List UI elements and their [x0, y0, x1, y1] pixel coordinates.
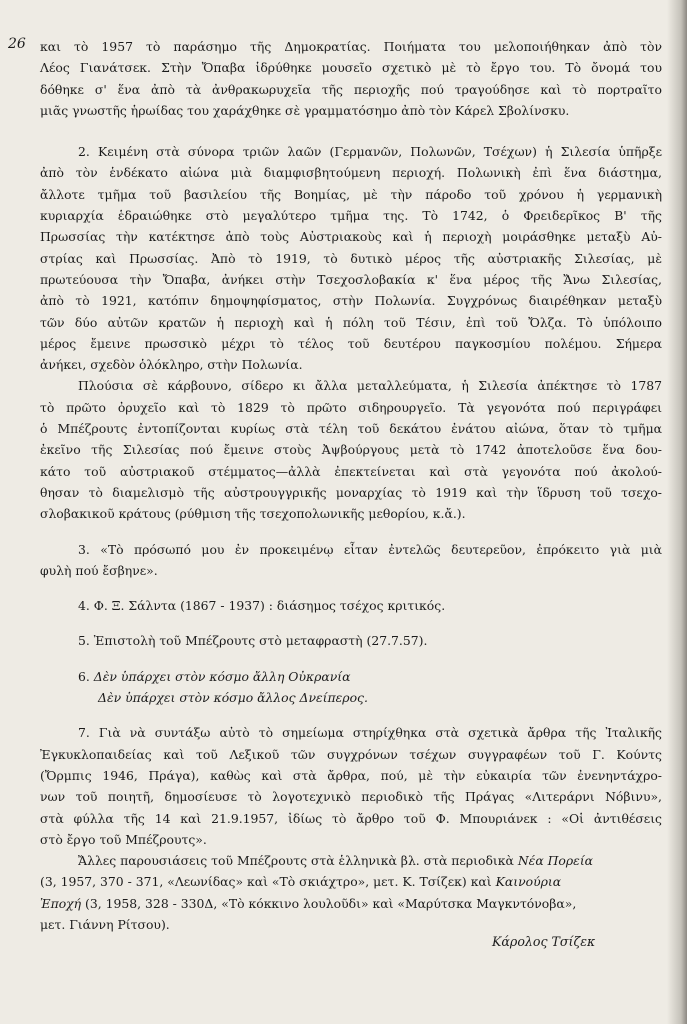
text-segment: (3, 1957, 370 - 371, «Λεωνίδας» καὶ «Τὸ σκιάχτρο», μετ. Κ. Τσίζεκ) καὶ [40, 874, 496, 890]
text-line: 2. Κειμένη στὰ σύνορα τριῶν λαῶν (Γερμανῶν, Πολωνῶν, Τσέχων) ἡ Σιλεσία ὑπῆρξε [78, 144, 662, 160]
note-number: 6. [78, 668, 90, 684]
periodical-title: Νέα Πορεία [517, 853, 594, 869]
text-line [40, 687, 662, 708]
verse-line: Δὲν ὑπάρχει στὸν κόσμο ἄλλος Δνείπερος. [98, 690, 368, 706]
text-line: ἄλλοτε τμῆμα τοῦ βασιλείου τῆς Βοημίας, μὲ τὴν πάροδο τοῦ χρόνου ἡ γερμανικὴ [40, 186, 662, 202]
notes-body [40, 36, 662, 935]
text-line: δόθηκε σ' ἕνα ἀπὸ τὰ ἀνθρακωρυχεῖα τῆς περιοχῆς πού τραγούδησε καὶ τὸ πορτραῖτο [40, 81, 662, 97]
author-signature: Κάρολος Τσίζεκ [492, 934, 596, 949]
text-line: κυριαρχία ἑδραιώθηκε στὸ μεγαλύτερο τμῆμα της. Τὸ 1742, ὁ Φρειδερῖκος Β' τῆς [40, 208, 662, 224]
note-4 [40, 595, 662, 616]
text-line: νων τοῦ ποιητῆ, δημοσίευσε τὸ λογοτεχνικὸ περιοδικὸ τῆς Πράγας «Λιτεράρνι Νόβινυ», [40, 789, 662, 805]
text-line: στὸ ἔργο τοῦ Μπέζρουτς». [40, 831, 207, 847]
text-line [40, 850, 662, 871]
text-line: 3. «Τὸ πρόσωπό μου ἐν προκειμένῳ εἶταν ἐντελῶς δευτερεῦον, ἐπρόκειτο γιὰ μιὰ [78, 541, 662, 557]
text-segment: Ἄλλες παρουσιάσεις τοῦ Μπέζρουτς στὰ ἑλληνικὰ βλ. στὰ περιοδικὰ [78, 853, 518, 869]
text-segment: (3, 1958, 328 - 330Δ, «Τὸ κόκκινο λουλοῦδι» καὶ «Μαρύτσκα Μαγκντόνοβα», [81, 895, 577, 911]
text-line [40, 871, 662, 892]
text-line: ἀπὸ τὸ 1921, κατόπιν δημοψηφίσματος, στὴν Πολωνία. Συγχρόνως διαιρέθηκαν μεταξὺ [40, 293, 662, 309]
text-line: ἐκεῖνο τῆς Σιλεσίας πού ἔμεινε στοὺς Ἀψβούργους μετὰ τὸ 1742 ἀποτελοῦσε ἕνα δου- [40, 442, 662, 458]
text-line: πρωτεύουσα τὴν Ὄπαβα, ἀνήκει στὴν Τσεχοσλοβακία κ' ἕνα μέρος τῆς Ἄνω Σιλεσίας, [40, 271, 662, 287]
text-line: μετ. Γιάννη Ρίτσου). [40, 916, 170, 932]
text-line: σλοβακικοῦ κράτους (ρύθμιση τῆς τσεχοπολωνικῆς μεθορίου, κ.ἄ.). [40, 506, 466, 522]
text-line: ἀπὸ τὸν ἑνδέκατο αἰώνα μιὰ διαμφισβητούμενη περιοχή. Πολωνικὴ ἐπὶ ἕνα διάστημα, [40, 165, 662, 181]
periodical-title: Ἐποχή [40, 895, 82, 911]
text-line: Λέος Γιανάτσεκ. Στὴν Ὄπαβα ἱδρύθηκε μουσεῖο σχετικὸ μὲ τὸ ἔργο του. Τὸ ὄνομά του [40, 60, 662, 76]
page-edge-shadow [667, 0, 687, 1024]
text-line: Πρωσσίας τὴν κατέκτησε ἀπὸ τοὺς Αὐστριακοὺς καὶ ἡ περιοχὴ μοιράσθηκε μεταξὺ Αὐ- [40, 229, 662, 245]
text-line: μέρος ἔμεινε πρωσσικὸ μέχρι τὸ τέλος τοῦ δευτέρου παγκοσμίου πολέμου. Σήμερα [40, 335, 662, 351]
periodical-title: Καινούρια [495, 874, 562, 890]
text-line: Πλούσια σὲ κάρβουνο, σίδερο κι ἄλλα μεταλλεύματα, ἡ Σιλεσία ἀπέκτησε τὸ 1787 [78, 378, 662, 394]
text-line: 4. Φ. Ξ. Σάλντα (1867 - 1937) : διάσημος τσέχος κριτικός. [78, 598, 446, 614]
text-line: ἀνήκει, σχεδὸν ὁλόκληρο, στὴν Πολωνία. [40, 357, 303, 373]
note-2 [40, 141, 662, 524]
text-line: Ἐγκυκλοπαιδείας καὶ τοῦ Λεξικοῦ τῶν συγχρόνων τσέχων συγγραφέων τοῦ Γ. Κούντς [40, 746, 662, 762]
note-7 [40, 722, 662, 935]
text-line [40, 666, 662, 687]
text-line: κάτο τοῦ αὐστριακοῦ στέμματος—ἀλλὰ ἐπεκτείνεται καὶ στὰ γεγονότα πού ἀκολού- [40, 463, 662, 479]
text-line: τῶν δύο αὐτῶν κρατῶν ἡ περιοχὴ καὶ ἡ πόλη τοῦ Τέσιν, ἐπὶ τοῦ Ὄλζα. Τὸ ὑπόλοιπο [40, 314, 662, 330]
text-line: 5. Ἐπιστολὴ τοῦ Μπέζρουτς στὸ μεταφραστὴ (27.7.57). [78, 633, 428, 649]
text-line: θησαν τὸ διαμελισμὸ τῆς αὐστρουγγρικῆς μοναρχίας τὸ 1919 καὶ τὴν ἵδρυση τοῦ τσεχο- [40, 484, 662, 500]
text-line: (Ὄρμπις 1946, Πράγα), καθὼς καὶ στὰ ἄρθρα, πού, μὲ τὴν εὐκαιρία τῶν ἐνενηντάχρο- [40, 767, 662, 783]
text-line: στρίας καὶ Πρωσσίας. Ἀπὸ τὸ 1919, τὸ δυτικὸ μέρος τῆς αὐστριακῆς Σιλεσίας, μὲ [40, 250, 662, 266]
text-line: και τὸ 1957 τὸ παράσημο τῆς Δημοκρατίας. Ποιήματα του μελοποιήθηκαν ἀπὸ τὸν [40, 39, 662, 54]
text-line: τὸ πρῶτο ὀρυχεῖο καὶ τὸ 1829 τὸ πρῶτο σιδηρουργεῖο. Τὰ γεγονότα πού περιγράφει [40, 399, 662, 415]
text-line: στὰ φύλλα τῆς 14 καὶ 21.9.1957, ἰδίως τὸ ἄρθρο τοῦ Φ. Μπουριάνεκ : «Οἱ ἀντιθέσεις [40, 810, 662, 826]
page-number: 26 [8, 36, 26, 52]
text-line: 7. Γιὰ νὰ συντάξω αὐτὸ τὸ σημείωμα στηρίχθηκα στὰ σχετικὰ ἄρθρα τῆς Ἰταλικῆς [78, 725, 662, 741]
text-line [40, 893, 662, 914]
note-6 [40, 666, 662, 709]
verse-line: Δὲν ὑπάρχει στὸν κόσμο ἄλλη Οὐκρανία [93, 668, 351, 684]
note-5 [40, 630, 662, 651]
note-1-continuation [40, 36, 662, 121]
text-line: φυλὴ πού ἔσβηνε». [40, 562, 158, 578]
note-3 [40, 539, 662, 582]
text-line: ὁ Μπέζρουτς ἐντοπίζονται κυρίως στὰ τέλη τοῦ δεκάτου ἐνάτου αἰώνα, ὅταν τὸ τμῆμα [40, 421, 662, 437]
text-line: μιᾶς γνωστῆς ἡρωίδας του χαράχθηκε σὲ γραμματόσημο ἀπὸ τὸν Κάρελ Σβολίνσκυ. [40, 102, 570, 118]
